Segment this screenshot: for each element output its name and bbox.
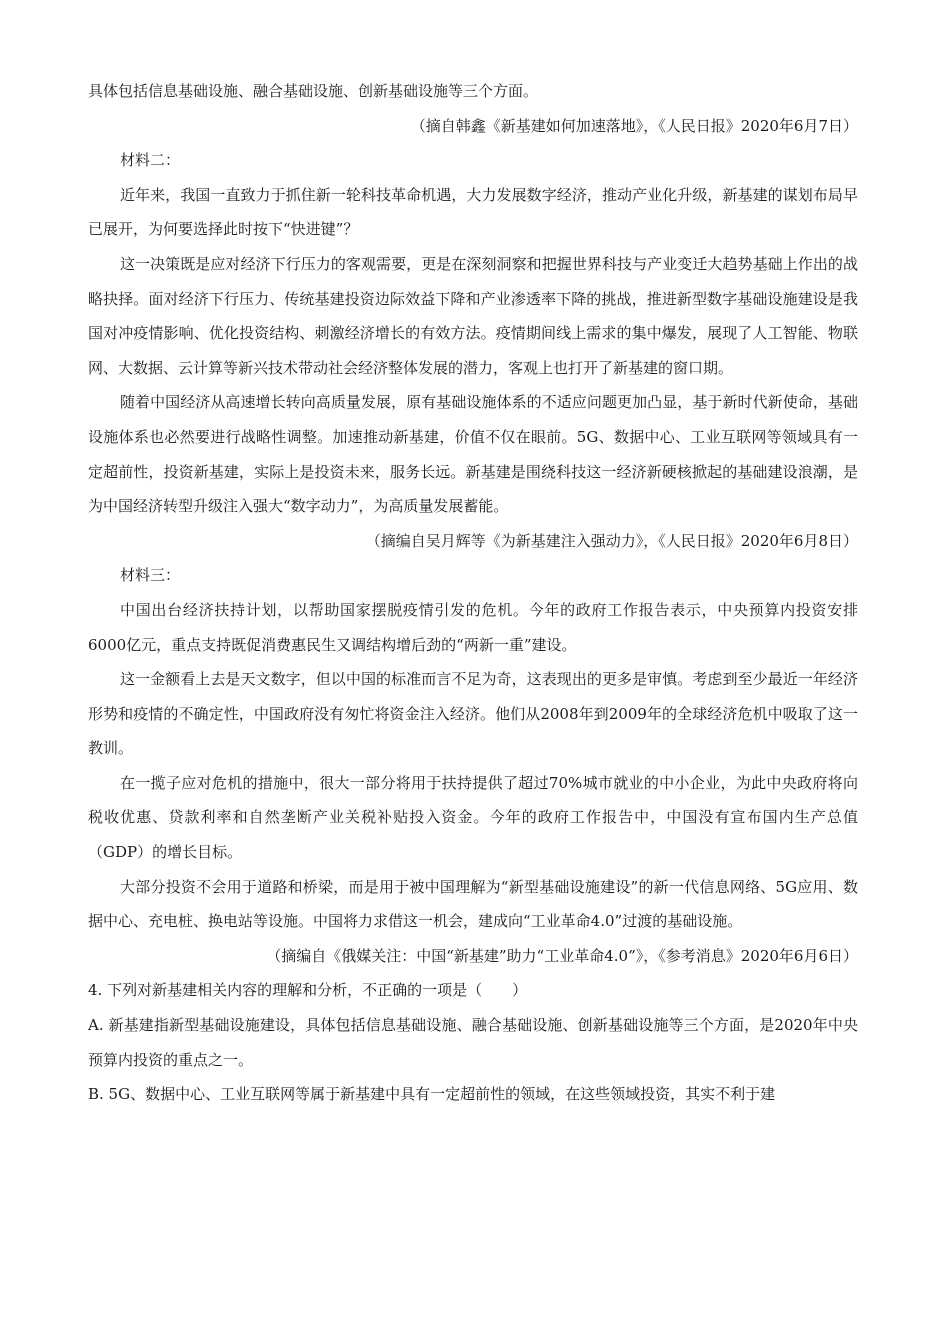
material-three-paragraph-2: 这一金额看上去是天文数字，但以中国的标准而言不足为奇，这表现出的更多是审慎。考虑到至少最近一年经济形势和疫情的不确定性，中国政府没有匆忙将资金注入经济。他们从2008年到2009年的全球经济危机中吸取了这一教训。 <box>88 670 858 758</box>
question-4-option-b: B. 5G、数据中心、工业互联网等属于新基建中具有一定超前性的领域，在这些领域投资，其实不利于建 <box>88 1085 776 1104</box>
question-4-stem: 4. 下列对新基建相关内容的理解和分析，不正确的一项是（ ） <box>88 981 528 1000</box>
material-three-paragraph-3: 在一揽子应对危机的措施中，很大一部分将用于扶持提供了超过70%城市就业的中小企业，为此中央政府将向税收优惠、贷款利率和自然垄断产业关税补贴投入资金。今年的政府工作报告中，中国没有宣布国内生产总值（GDP）的增长目标。 <box>88 773 858 862</box>
material-three-paragraph-4: 大部分投资不会用于道路和桥梁，而是用于被中国理解为“新型基础设施建设”的新一代信息网络、5G应用、数据中心、充电桩、换电站等设施。中国将力求借这一机会，建成向“工业革命4.0”过渡的基础设施。 <box>88 877 858 931</box>
material-three-heading: 材料三： <box>120 566 181 585</box>
source-citation-1: （摘自韩鑫《新基建如何加速落地》，《人民日报》2020年6月7日） <box>410 116 858 135</box>
material-two-paragraph-3: 随着中国经济从高速增长转向高质量发展，原有基础设施体系的不适应问题更加凸显，基于新时代新使命，基础设施体系也必然要进行战略性调整。加速推动新基建，价值不仅在眼前。5G、数据中心、工业互联网等领域具有一定超前性，投资新基建，实际上是投资未来，服务长远。新基建是围绕科技这一经济新硬核掀起的基础建设浪潮，是为中国经济转型升级注入强大“数字动力”，为高质量发展蓄能。 <box>88 393 858 516</box>
question-4-option-a: A. 新基建指新型基础设施建设，具体包括信息基础设施、融合基础设施、创新基础设施等三个方面，是2020年中央预算内投资的重点之一。 <box>88 1016 858 1069</box>
material-three-paragraph-1: 中国出台经济扶持计划，以帮助国家摆脱疫情引发的危机。今年的政府工作报告表示，中央预算内投资安排6000亿元，重点支持既促消费惠民生又调结构增后劲的“两新一重”建设。 <box>88 600 858 654</box>
source-citation-2: （摘编自吴月辉等《为新基建注入强动力》，《人民日报》2020年6月8日） <box>365 531 858 550</box>
material-two-paragraph-2: 这一决策既是应对经济下行压力的客观需要，更是在深刻洞察和把握世界科技与产业变迁大趋势基础上作出的战略抉择。面对经济下行压力、传统基建投资边际效益下降和产业渗透率下降的挑战，推进新型数字基础设施建设是我国对冲疫情影响、优化投资结构、刺激经济增长的有效方法。疫情期间线上需求的集中爆发，展现了人工智能、物联网、大数据、云计算等新兴技术带动社会经济整体发展的潜力，客观上也打开了新基建的窗口期。 <box>88 254 858 377</box>
material-two-heading: 材料二： <box>120 151 181 170</box>
material-two-paragraph-1: 近年来，我国一直致力于抓住新一轮科技革命机遇，大力发展数字经济，推动产业化升级，新基建的谋划布局早已展开，为何要选择此时按下“快进键”？ <box>88 185 858 239</box>
document-page <box>88 74 858 1112</box>
source-citation-3: （摘编自《俄媒关注：中国“新基建”助力“工业革命4.0”》，《参考消息》2020年6月6日） <box>266 946 858 965</box>
paragraph-continuation: 具体包括信息基础设施、融合基础设施、创新基础设施等三个方面。 <box>88 82 539 100</box>
